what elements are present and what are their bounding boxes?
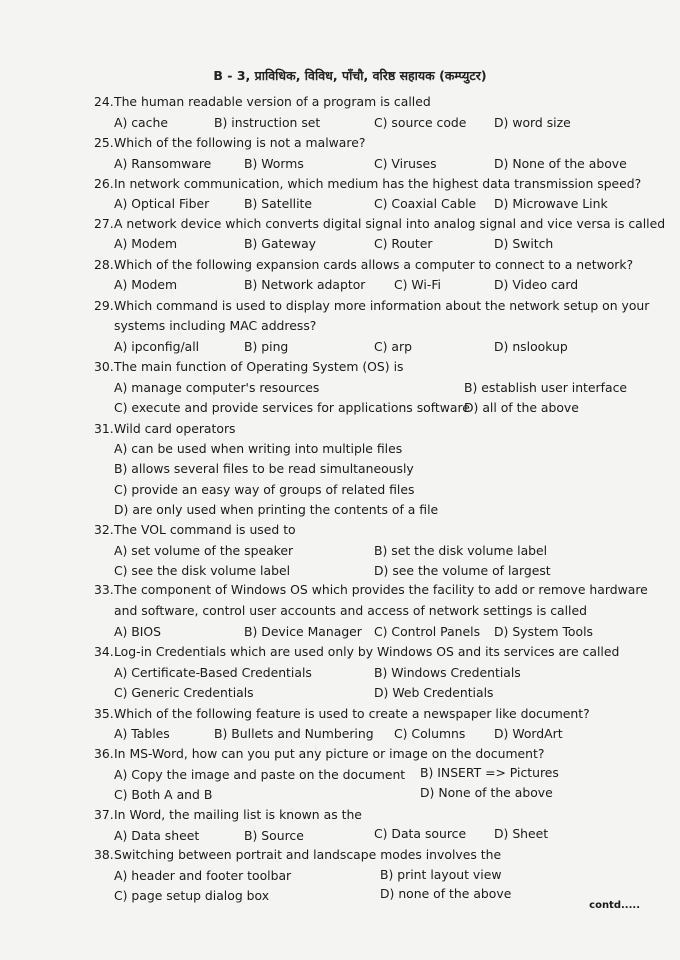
option: A) cache (114, 115, 168, 130)
question-35: 35.Which of the following feature is used to create a newspaper like document? (94, 706, 590, 721)
continued-note: contd..... (589, 900, 640, 911)
option: B) Worms (244, 156, 304, 171)
question-28: 28.Which of the following expansion cards allows a computer to connect to a network? (94, 257, 634, 272)
option: A) Tables (114, 726, 170, 741)
option: B) Device Manager (244, 624, 362, 639)
option: D) are only used when printing the contents of a file (114, 502, 439, 517)
option: A) can be used when writing into multiple files (114, 441, 403, 456)
option: A) Modem (114, 236, 178, 251)
option: B) Source (244, 828, 304, 843)
option: A) set volume of the speaker (114, 543, 294, 558)
question-31: 31.Wild card operators (94, 421, 236, 436)
option: A) Copy the image and paste on the document (114, 767, 406, 782)
option: D) all of the above (464, 400, 579, 415)
option: A) header and footer toolbar (114, 868, 292, 883)
option: D) Sheet (494, 826, 549, 841)
question-29-line-2: systems including MAC address? (114, 318, 317, 333)
option: B) instruction set (214, 115, 321, 130)
option: D) None of the above (420, 785, 553, 800)
option: A) BIOS (114, 624, 162, 639)
option: D) Switch (494, 236, 554, 251)
option: D) none of the above (380, 886, 512, 901)
question-33-line-2: and software, control user accounts and access of network settings is called (114, 603, 587, 618)
question-36: 36.In MS-Word, how can you put any picture or image on the document? (94, 746, 545, 761)
option: B) Gateway (244, 236, 317, 251)
option: A) Optical Fiber (114, 196, 210, 211)
option: C) page setup dialog box (114, 888, 270, 903)
option: C) provide an easy way of groups of related files (114, 482, 415, 497)
option: D) None of the above (494, 156, 627, 171)
option: C) Control Panels (374, 624, 481, 639)
option: C) Router (374, 236, 433, 251)
option: B) INSERT => Pictures (420, 765, 559, 780)
option: A) ipconfig/all (114, 339, 200, 354)
option: B) establish user interface (464, 380, 628, 395)
question-29: 29.Which command is used to display more information about the network setup on your (94, 298, 650, 313)
option: D) Microwave Link (494, 196, 608, 211)
option: A) manage computer's resources (114, 380, 320, 395)
option: D) WordArt (494, 726, 563, 741)
question-38: 38.Switching between portrait and landscape modes involves the (94, 847, 502, 862)
option: B) set the disk volume label (374, 543, 548, 558)
option: B) Bullets and Numbering (214, 726, 374, 741)
option: C) arp (374, 339, 412, 354)
option: D) Video card (494, 277, 579, 292)
option: B) allows several files to be read simultaneously (114, 461, 414, 476)
question-30: 30.The main function of Operating System (OS) is (94, 359, 404, 374)
question-34: 34.Log-in Credentials which are used only by Windows OS and its services are called (94, 644, 620, 659)
option: B) Satellite (244, 196, 313, 211)
option: B) Windows Credentials (374, 665, 521, 680)
question-27: 27.A network device which converts digital signal into analog signal and vice versa is called (94, 216, 666, 231)
question-25: 25.Which of the following is not a malware? (94, 135, 366, 150)
question-33: 33.The component of Windows OS which provides the facility to add or remove hardware (94, 582, 648, 597)
question-32: 32.The VOL command is used to (94, 522, 296, 537)
option: C) Data source (374, 826, 467, 841)
question-24: 24.The human readable version of a program is called (94, 94, 431, 109)
option: C) execute and provide services for applications software (114, 400, 470, 415)
option: A) Certificate-Based Credentials (114, 665, 312, 680)
option: A) Data sheet (114, 828, 200, 843)
page-header: B - 3, प्राविधिक, विविध, पाँचौ, वरिष्ठ सहायक (कम्प्युटर) (213, 68, 487, 83)
question-26: 26.In network communication, which medium has the highest data transmission speed? (94, 176, 642, 191)
option: D) word size (494, 115, 571, 130)
option: D) System Tools (494, 624, 593, 639)
option: C) see the disk volume label (114, 563, 291, 578)
option: C) Viruses (374, 156, 437, 171)
option: C) Both A and B (114, 787, 213, 802)
option: A) Modem (114, 277, 178, 292)
option: C) Coaxial Cable (374, 196, 477, 211)
option: C) Generic Credentials (114, 685, 254, 700)
option: B) ping (244, 339, 289, 354)
option: A) Ransomware (114, 156, 212, 171)
option: B) print layout view (380, 867, 502, 882)
option: B) Network adaptor (244, 277, 366, 292)
option: C) Columns (394, 726, 466, 741)
option: D) see the volume of largest (374, 563, 551, 578)
option: C) Wi-Fi (394, 277, 441, 292)
question-37: 37.In Word, the mailing list is known as the (94, 807, 362, 822)
option: D) nslookup (494, 339, 568, 354)
option: D) Web Credentials (374, 685, 494, 700)
option: C) source code (374, 115, 467, 130)
